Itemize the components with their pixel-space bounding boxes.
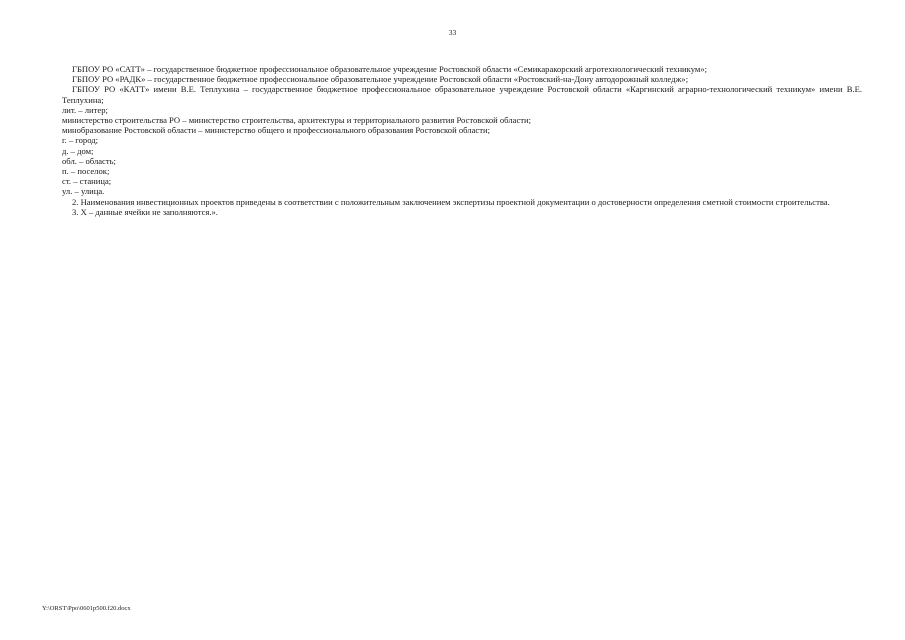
note-3: 3. Х – данные ячейки не заполняются.». [72,206,218,217]
note-2: 2. Наименования инвестиционных проектов приведены в соответствии с положительным заключением экспертизы проектной документации о достоверности определения сметной стоимости строительства. [72,196,830,207]
abbreviation-settlement: п. – поселок; [62,166,110,177]
abbreviation-house: д. – дом; [62,145,94,156]
abbreviation-minobr: минобразование Ростовской области – министерство общего и профессионального образования Ростовской области; [62,125,490,136]
page-number: 33 [448,28,457,37]
abbreviation-region: обл. – область; [62,155,116,166]
document-body [62,64,862,217]
abbreviation-street: ул. – улица. [62,186,105,197]
abbreviation-stanitsa: ст. – станица; [62,176,112,187]
abbreviation-minstroy: министерство строительства РО – министерство строительства, архитектуры и территориального развития Ростовской области; [62,115,531,126]
abbreviation-city: г. – город; [62,135,99,146]
footer-file-path: Y:\ORST\Ppo\0601p500.f20.docx [42,605,131,612]
paragraph-satt: ГБПОУ РО «САТТ» – государственное бюджетное профессиональное образовательное учреждение Ростовской области «Семикаракорский агротехнологический техникум»; [72,64,708,74]
abbreviation-lit: лит. – литер; [62,104,108,115]
paragraph-radk: ГБПОУ РО «РАДК» – государственное бюджетное профессиональное образовательное учреждение Ростовской области «Ростовский-на-Дону автодорожный колледж»; [72,74,689,85]
paragraph-katt: ГБПОУ РО «КАТТ» имени В.Е. Теплухина – государственное бюджетное профессиональное образовательное учреждение Ростовской области «Каргинский аграрно-технологический техникум» имени В.Е. Теплухина; [62,84,862,105]
